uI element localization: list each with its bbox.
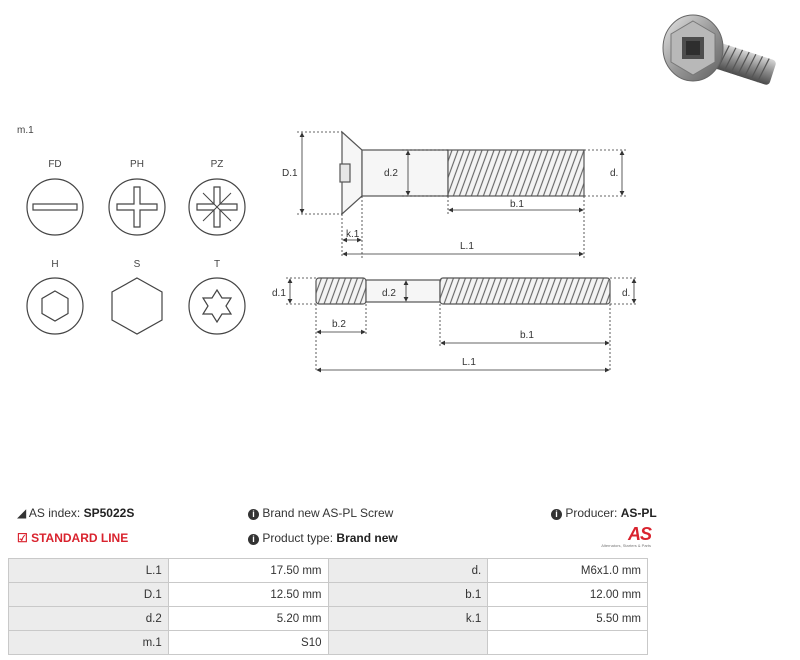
- dim-stud-d1: d.1: [272, 288, 286, 299]
- spec-key: m.1: [9, 631, 169, 655]
- product-description: [248, 506, 393, 520]
- spec-value: 12.50 mm: [168, 583, 328, 607]
- head-pz: [189, 159, 245, 235]
- dim-k1: k.1: [346, 229, 360, 240]
- head-code-pz: PZ: [210, 159, 224, 170]
- info-icon: i: [248, 509, 259, 520]
- head-types: [18, 155, 258, 335]
- producer-label: Producer:: [565, 506, 618, 520]
- spec-value: S10: [168, 631, 328, 655]
- description-text: Brand new AS-PL Screw: [262, 506, 394, 520]
- head-code-ph: PH: [130, 159, 144, 170]
- as-pl-logo: [585, 524, 651, 552]
- head-t: [189, 259, 245, 334]
- spec-key: d.: [328, 559, 488, 583]
- standard-line: [17, 531, 128, 545]
- producer: [551, 506, 657, 520]
- spec-key: k.1: [328, 607, 488, 631]
- dim-L1: L.1: [460, 241, 474, 252]
- spec-value: 5.50 mm: [488, 607, 648, 631]
- screw-drawing: [340, 132, 584, 214]
- spec-value: 12.00 mm: [488, 583, 648, 607]
- spec-value: [488, 631, 648, 655]
- spec-key: d.2: [9, 607, 169, 631]
- head-code-h: H: [51, 259, 59, 270]
- spec-value: M6x1.0 mm: [488, 559, 648, 583]
- table-row: [9, 607, 648, 631]
- table-row: [9, 559, 648, 583]
- dim-stud-b1: b.1: [520, 330, 534, 341]
- head-fd: [27, 159, 83, 235]
- standard-line-text: STANDARD LINE: [31, 531, 129, 545]
- head-code-fd: FD: [48, 159, 62, 170]
- product-type-value: Brand new: [336, 531, 398, 545]
- spec-key: L.1: [9, 559, 169, 583]
- dim-stud-b2: b.2: [332, 319, 346, 330]
- check-box-icon: ☑: [17, 531, 28, 545]
- dim-b1: b.1: [510, 199, 524, 210]
- spec-key: b.1: [328, 583, 488, 607]
- head-h: [27, 259, 83, 334]
- spec-table: [8, 558, 648, 655]
- tag-icon: ◢: [17, 506, 27, 520]
- as-index: [17, 506, 134, 520]
- logo-tagline: Alternators, Starters & Parts: [601, 543, 651, 548]
- spec-value: 5.20 mm: [168, 607, 328, 631]
- info-icon: i: [248, 534, 259, 545]
- dim-d2: d.2: [384, 168, 398, 179]
- logo-text: AS: [627, 524, 651, 544]
- table-row: [9, 631, 648, 655]
- spec-key: [328, 631, 488, 655]
- dim-d: d.: [610, 168, 619, 179]
- head-s: [112, 259, 162, 334]
- producer-value: AS-PL: [620, 506, 657, 520]
- technical-drawing: [270, 120, 650, 380]
- dim-stud-d2: d.2: [382, 288, 396, 299]
- dim-D1: D.1: [282, 168, 298, 179]
- info-icon: i: [551, 509, 562, 520]
- product-type-label: Product type:: [262, 531, 334, 545]
- dim-stud-L1: L.1: [462, 357, 476, 368]
- spec-value: 17.50 mm: [168, 559, 328, 583]
- dim-stud-d: d.: [622, 288, 631, 299]
- as-index-label: AS index:: [28, 506, 81, 520]
- table-row: [9, 583, 648, 607]
- section-label: m.1: [17, 125, 34, 136]
- stud-drawing: [316, 278, 610, 304]
- product-type: [248, 531, 398, 545]
- as-index-value: SP5022S: [83, 506, 135, 520]
- product-photo: [655, 6, 785, 101]
- spec-key: D.1: [9, 583, 169, 607]
- head-code-t: T: [213, 259, 221, 270]
- head-ph: [109, 159, 165, 235]
- head-code-s: S: [133, 259, 141, 270]
